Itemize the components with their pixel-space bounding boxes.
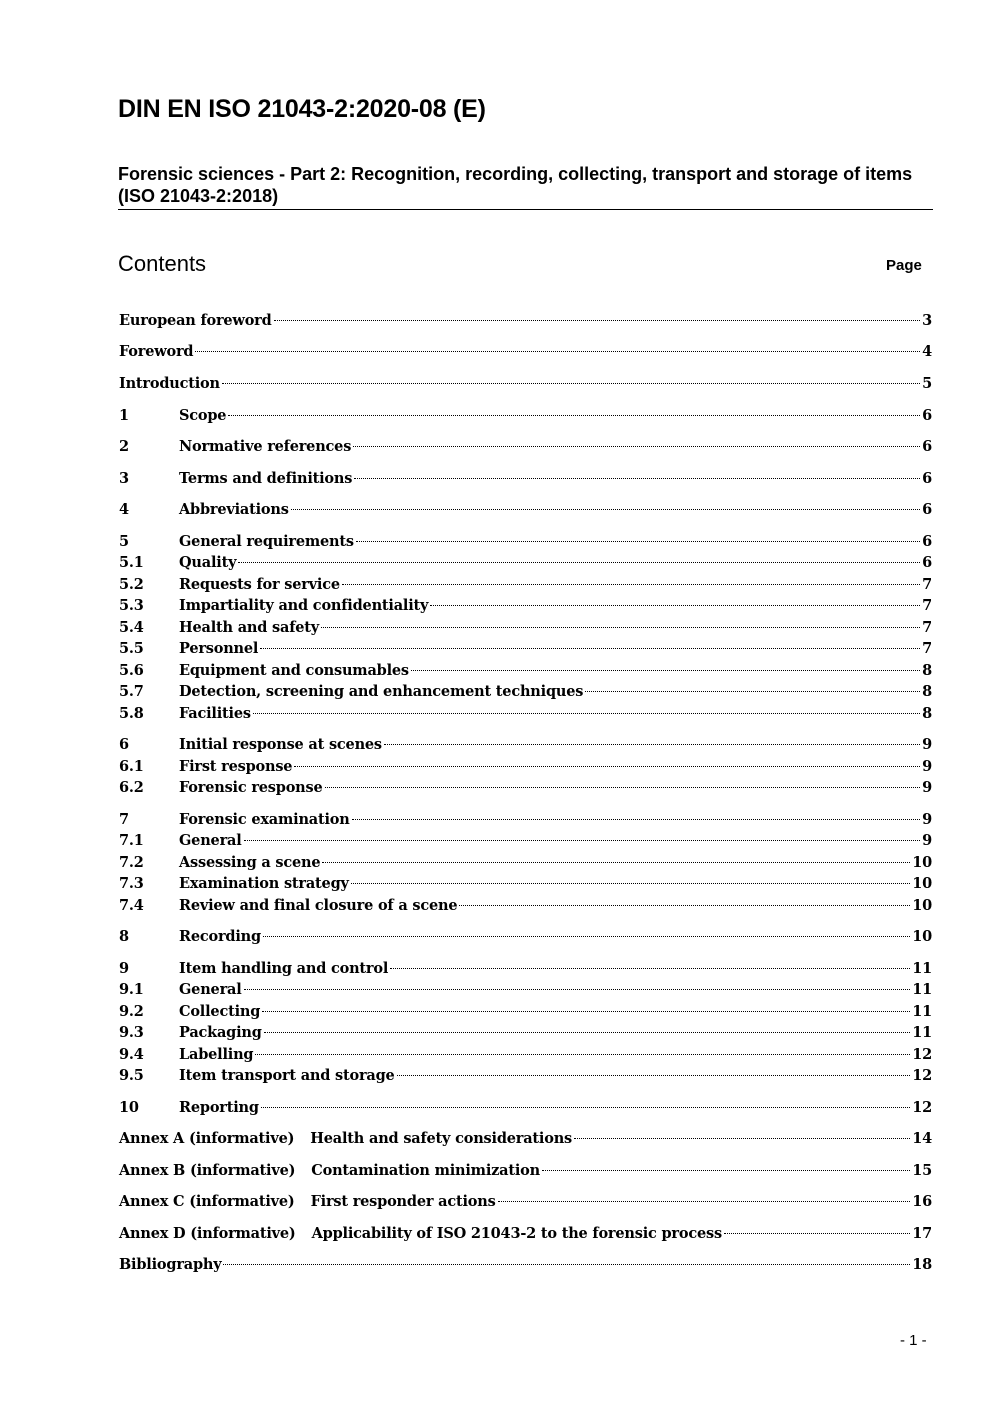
toc-entry-label: Collecting bbox=[179, 1003, 261, 1020]
toc-entry-number: 5.2 bbox=[119, 576, 144, 593]
toc-leader-dots bbox=[411, 670, 920, 671]
toc-leader-dots bbox=[244, 840, 921, 841]
toc-entry[interactable] bbox=[119, 683, 932, 701]
toc-leader-dots bbox=[356, 541, 920, 542]
toc-entry[interactable] bbox=[119, 1046, 932, 1064]
toc-annex-entry[interactable] bbox=[119, 1193, 932, 1211]
toc-entry-page: 17 bbox=[912, 1225, 932, 1242]
toc-annex-entry[interactable] bbox=[119, 1130, 932, 1148]
toc-leader-dots bbox=[294, 766, 920, 767]
toc-leader-dots bbox=[459, 905, 910, 906]
toc-entry-label: Examination strategy bbox=[179, 875, 349, 892]
toc-entry-label: Detection, screening and enhancement techniques bbox=[179, 683, 584, 700]
toc-entry[interactable] bbox=[119, 554, 932, 572]
toc-entry-label: Normative references bbox=[179, 438, 352, 455]
toc-entry-label: Forensic examination bbox=[179, 811, 350, 828]
toc-leader-dots bbox=[291, 509, 920, 510]
toc-entry[interactable] bbox=[119, 897, 932, 915]
toc-leader-dots bbox=[354, 478, 920, 479]
toc-entry[interactable] bbox=[119, 1067, 932, 1085]
toc-entry-label: Health and safety bbox=[179, 619, 319, 636]
toc-entry-label: Item transport and storage bbox=[179, 1067, 395, 1084]
toc-entry-page: 11 bbox=[912, 960, 932, 977]
toc-entry-number: 9.3 bbox=[119, 1024, 144, 1041]
toc-entry-label: Terms and definitions bbox=[179, 470, 353, 487]
toc-entry[interactable] bbox=[119, 576, 932, 594]
toc-leader-dots bbox=[244, 989, 911, 990]
toc-leader-dots bbox=[724, 1233, 910, 1234]
toc-entry[interactable] bbox=[119, 640, 932, 658]
toc-entry-label: Reporting bbox=[179, 1099, 259, 1116]
toc-leader-dots bbox=[351, 883, 910, 884]
toc-entry-page: 12 bbox=[912, 1046, 932, 1063]
page-column-heading: Page bbox=[886, 257, 922, 274]
toc-entry[interactable] bbox=[119, 533, 932, 551]
toc-entry-page: 3 bbox=[922, 312, 932, 329]
toc-entry-number: 5 bbox=[119, 533, 129, 550]
toc-entry-label: Introduction bbox=[119, 375, 220, 392]
toc-entry-page: 11 bbox=[912, 1003, 932, 1020]
toc-entry[interactable] bbox=[119, 854, 932, 872]
toc-entry-label: Item handling and control bbox=[179, 960, 389, 977]
toc-entry-label: Abbreviations bbox=[179, 501, 289, 518]
toc-entry[interactable] bbox=[119, 981, 932, 999]
toc-entry-label: Forensic response bbox=[179, 779, 323, 796]
toc-entry-page: 9 bbox=[922, 811, 932, 828]
toc-entry-page: 16 bbox=[912, 1193, 932, 1210]
toc-leader-dots bbox=[264, 1032, 911, 1033]
toc-leader-dots bbox=[397, 1075, 911, 1076]
toc-entry-page: 9 bbox=[922, 779, 932, 796]
toc-leader-dots bbox=[223, 1264, 910, 1265]
toc-entry[interactable] bbox=[119, 312, 932, 330]
toc-entry-label: Packaging bbox=[179, 1024, 262, 1041]
toc-entry-number: 2 bbox=[119, 438, 129, 455]
toc-entry-label: Recording bbox=[179, 928, 261, 945]
toc-entry[interactable] bbox=[119, 619, 932, 637]
toc-leader-dots bbox=[261, 1107, 910, 1108]
toc-entry-page: 9 bbox=[922, 758, 932, 775]
toc-entry-label: Applicability of ISO 21043-2 to the forensic process bbox=[311, 1225, 722, 1242]
toc-entry-number: 5.3 bbox=[119, 597, 144, 614]
toc-entry-label: Impartiality and confidentiality bbox=[179, 597, 429, 614]
toc-entry-label: General requirements bbox=[179, 533, 354, 550]
contents-heading: Contents bbox=[118, 251, 207, 276]
toc-leader-dots bbox=[222, 383, 920, 384]
toc-entry-page: 7 bbox=[922, 597, 932, 614]
toc-entry[interactable] bbox=[119, 1024, 932, 1042]
toc-entry-page: 12 bbox=[912, 1067, 932, 1084]
toc-annex-entry[interactable] bbox=[119, 1225, 932, 1243]
toc-entry-page: 14 bbox=[912, 1130, 932, 1147]
document-id: DIN EN ISO 21043-2:2020-08 (E) bbox=[118, 95, 486, 123]
toc-entry-page: 8 bbox=[922, 705, 932, 722]
toc-entry-page: 10 bbox=[912, 875, 932, 892]
toc-entry[interactable] bbox=[119, 875, 932, 893]
toc-entry-page: 8 bbox=[922, 662, 932, 679]
toc-entry-number: 5.4 bbox=[119, 619, 144, 636]
toc-entry[interactable] bbox=[119, 597, 932, 615]
toc-entry[interactable] bbox=[119, 705, 932, 723]
toc-leader-dots bbox=[321, 627, 920, 628]
toc-entry-number: 9 bbox=[119, 960, 129, 977]
toc-entry-page: 6 bbox=[922, 407, 932, 424]
toc-leader-dots bbox=[262, 1011, 910, 1012]
toc-leader-dots bbox=[430, 605, 920, 606]
toc-entry-number: 7.2 bbox=[119, 854, 144, 871]
toc-leader-dots bbox=[255, 1054, 910, 1055]
toc-entry-label: Assessing a scene bbox=[179, 854, 321, 871]
toc-leader-dots bbox=[238, 562, 920, 563]
toc-entry-number: 5.8 bbox=[119, 705, 144, 722]
toc-entry-label: Review and final closure of a scene bbox=[179, 897, 458, 914]
toc-annex-number: Annex B (informative) bbox=[119, 1162, 296, 1179]
toc-leader-dots bbox=[325, 787, 921, 788]
toc-entry-label: Facilities bbox=[179, 705, 251, 722]
toc-entry-number: 9.1 bbox=[119, 981, 144, 998]
toc-entry-page: 6 bbox=[922, 533, 932, 550]
toc-entry-number: 6.1 bbox=[119, 758, 144, 775]
toc-entry-number: 6.2 bbox=[119, 779, 144, 796]
toc-entry-page: 12 bbox=[912, 1099, 932, 1116]
toc-entry-page: 6 bbox=[922, 501, 932, 518]
toc-entry-number: 9.5 bbox=[119, 1067, 144, 1084]
toc-entry-number: 4 bbox=[119, 501, 129, 518]
toc-entry-label: Requests for service bbox=[179, 576, 340, 593]
toc-entry-number: 6 bbox=[119, 736, 129, 753]
toc-entry-label: Scope bbox=[179, 407, 227, 424]
toc-entry-page: 9 bbox=[922, 736, 932, 753]
toc-leader-dots bbox=[274, 320, 921, 321]
toc-leader-dots bbox=[498, 1201, 911, 1202]
toc-entry-number: 8 bbox=[119, 928, 129, 945]
toc-entry[interactable] bbox=[119, 928, 932, 946]
toc-leader-dots bbox=[585, 691, 920, 692]
toc-leader-dots bbox=[195, 351, 920, 352]
toc-entry-page: 10 bbox=[912, 928, 932, 945]
toc-entry-label: General bbox=[179, 981, 242, 998]
toc-leader-dots bbox=[322, 862, 910, 863]
toc-entry[interactable] bbox=[119, 375, 932, 393]
toc-entry[interactable] bbox=[119, 407, 932, 425]
toc-leader-dots bbox=[353, 446, 920, 447]
toc-entry-label: First response bbox=[179, 758, 293, 775]
toc-entry-number: 10 bbox=[119, 1099, 139, 1116]
toc-entry-page: 7 bbox=[922, 576, 932, 593]
toc-leader-dots bbox=[253, 713, 920, 714]
toc-entry-page: 10 bbox=[912, 897, 932, 914]
toc-entry-page: 6 bbox=[922, 438, 932, 455]
toc-entry-label: Contamination minimization bbox=[311, 1162, 540, 1179]
toc-leader-dots bbox=[352, 819, 921, 820]
toc-entry[interactable] bbox=[119, 779, 932, 797]
toc-entry-label: Personnel bbox=[179, 640, 259, 657]
toc-entry-label: Bibliography bbox=[119, 1256, 222, 1273]
toc-entry[interactable] bbox=[119, 470, 932, 488]
toc-entry-label: Health and safety considerations bbox=[310, 1130, 573, 1147]
toc-entry-page: 10 bbox=[912, 854, 932, 871]
document-title: Forensic sciences - Part 2: Recognition, recording, collecting, transport and storage of items (ISO 21043-2:2018) bbox=[118, 163, 933, 210]
toc-entry[interactable] bbox=[119, 343, 932, 361]
toc-entry-label: First responder actions bbox=[310, 1193, 496, 1210]
toc-entry-number: 7 bbox=[119, 811, 129, 828]
toc-entry-page: 9 bbox=[922, 832, 932, 849]
toc-entry-label: European foreword bbox=[119, 312, 272, 329]
toc-leader-dots bbox=[263, 936, 910, 937]
toc-annex-entry[interactable] bbox=[119, 1162, 932, 1180]
toc-entry[interactable] bbox=[119, 1099, 932, 1117]
toc-entry-number: 7.3 bbox=[119, 875, 144, 892]
toc-entry[interactable] bbox=[119, 662, 932, 680]
toc-entry-label: Foreword bbox=[119, 343, 194, 360]
toc-entry-number: 7.1 bbox=[119, 832, 144, 849]
toc-leader-dots bbox=[390, 968, 910, 969]
toc-leader-dots bbox=[542, 1170, 910, 1171]
toc-entry-label: Quality bbox=[179, 554, 237, 571]
toc-entry[interactable] bbox=[119, 1256, 932, 1274]
toc-entry-number: 5.7 bbox=[119, 683, 144, 700]
toc-entry-label: Labelling bbox=[179, 1046, 254, 1063]
toc-entry-number: 5.5 bbox=[119, 640, 144, 657]
toc-entry-number: 9.4 bbox=[119, 1046, 144, 1063]
toc-entry-page: 6 bbox=[922, 470, 932, 487]
toc-entry-label: Equipment and consumables bbox=[179, 662, 409, 679]
toc-entry-label: General bbox=[179, 832, 242, 849]
toc-leader-dots bbox=[260, 648, 920, 649]
toc-entry-number: 7.4 bbox=[119, 897, 144, 914]
toc-entry[interactable] bbox=[119, 438, 932, 456]
toc-annex-number: Annex D (informative) bbox=[119, 1225, 296, 1242]
toc-entry-page: 15 bbox=[912, 1162, 932, 1179]
toc-entry-page: 18 bbox=[912, 1256, 932, 1273]
toc-leader-dots bbox=[342, 584, 920, 585]
toc-annex-number: Annex C (informative) bbox=[119, 1193, 295, 1210]
toc-entry-page: 6 bbox=[922, 554, 932, 571]
toc-entry-number: 5.1 bbox=[119, 554, 144, 571]
toc-entry-page: 11 bbox=[912, 1024, 932, 1041]
toc-entry-page: 7 bbox=[922, 619, 932, 636]
toc-entry-page: 8 bbox=[922, 683, 932, 700]
toc-entry[interactable] bbox=[119, 736, 932, 754]
toc-entry[interactable] bbox=[119, 832, 932, 850]
toc-leader-dots bbox=[384, 744, 920, 745]
toc-entry-number: 5.6 bbox=[119, 662, 144, 679]
toc-entry-number: 1 bbox=[119, 407, 129, 424]
toc-entry-page: 7 bbox=[922, 640, 932, 657]
toc-entry[interactable] bbox=[119, 758, 932, 776]
footer-page-number: - 1 - bbox=[900, 1332, 927, 1349]
toc-entry-page: 4 bbox=[922, 343, 932, 360]
toc-entry-label: Initial response at scenes bbox=[179, 736, 382, 753]
toc-entry[interactable] bbox=[119, 501, 932, 519]
toc-annex-number: Annex A (informative) bbox=[119, 1130, 295, 1147]
toc-leader-dots bbox=[574, 1138, 910, 1139]
toc-leader-dots bbox=[228, 415, 920, 416]
toc-entry-page: 5 bbox=[922, 375, 932, 392]
toc-entry-number: 3 bbox=[119, 470, 129, 487]
toc-entry-page: 11 bbox=[912, 981, 932, 998]
toc-entry[interactable] bbox=[119, 811, 932, 829]
toc-entry[interactable] bbox=[119, 1003, 932, 1021]
toc-entry-number: 9.2 bbox=[119, 1003, 144, 1020]
toc-entry[interactable] bbox=[119, 960, 932, 978]
